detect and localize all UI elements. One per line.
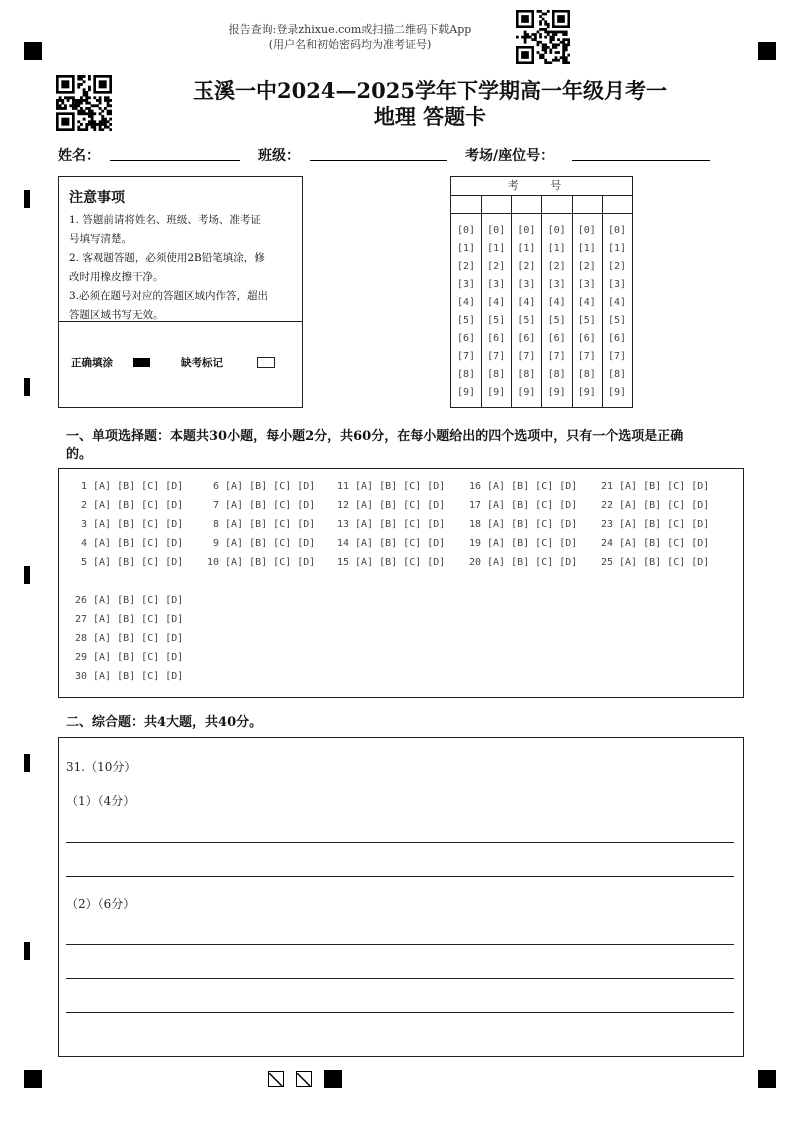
mcq-question-number: 8 <box>212 519 219 530</box>
exam-number-write-cell[interactable] <box>542 195 572 214</box>
mcq-option-bubbles[interactable]: [A] [B] [C] [D] <box>87 633 184 644</box>
exam-number-column <box>542 195 573 407</box>
mcq-question-row[interactable] <box>463 519 577 530</box>
mcq-option-bubbles[interactable]: [A] [B] [C] [D] <box>349 500 446 511</box>
exam-number-write-cell[interactable] <box>451 195 481 214</box>
mcq-question-row[interactable] <box>463 481 577 492</box>
mcq-question-row[interactable] <box>69 633 183 644</box>
mcq-question-row[interactable] <box>595 481 709 492</box>
notice-item: 号填写清楚。 <box>69 233 132 245</box>
mcq-question-number: 27 <box>74 614 87 625</box>
exam-digit-bubble[interactable]: [7] <box>607 351 627 362</box>
timing-mark <box>24 378 30 396</box>
exam-digit-bubble[interactable]: [3] <box>577 279 596 290</box>
exam-digit-bubble[interactable]: [3] <box>487 279 506 290</box>
notice-divider <box>59 321 302 322</box>
exam-digit-bubble[interactable]: [8] <box>456 369 476 380</box>
report-query-line2: (用户名和初始密码均为准考证号) <box>268 38 432 51</box>
q31-label: 31.（10分） <box>66 760 137 774</box>
exam-digit-bubble[interactable]: [0] <box>456 225 476 236</box>
exam-digit-bubble[interactable]: [4] <box>547 297 566 308</box>
mcq-question-row[interactable] <box>69 671 183 682</box>
exam-digit-bubble[interactable]: [5] <box>487 315 506 326</box>
exam-digit-bubble[interactable]: [6] <box>456 333 476 344</box>
mcq-question-row[interactable] <box>69 519 183 530</box>
mcq-question-number: 14 <box>336 538 349 549</box>
exam-digit-bubble[interactable]: [4] <box>607 297 627 308</box>
name-field[interactable] <box>110 160 240 161</box>
qr-code-app <box>516 10 570 64</box>
mcq-question-number: 13 <box>336 519 349 530</box>
section1-heading-line1: 一、单项选择题：本题共30小题，每小题2分，共60分，在每小题给出的四个选项中，只有一个选项是正确 <box>66 429 684 444</box>
exam-digit-bubble[interactable]: [9] <box>487 387 506 398</box>
notice-item: 改时用橡皮擦干净。 <box>69 271 164 283</box>
exam-digit-bubble[interactable]: [6] <box>517 333 536 344</box>
exam-digit-bubble[interactable]: [3] <box>547 279 566 290</box>
exam-digit-bubble[interactable]: [0] <box>547 225 566 236</box>
crossed-box-icon <box>268 1071 284 1087</box>
mcq-question-number: 24 <box>600 538 613 549</box>
mcq-option-bubbles[interactable]: [A] [B] [C] [D] <box>481 500 578 511</box>
exam-digit-bubble[interactable]: [5] <box>577 315 596 326</box>
mcq-question-row[interactable] <box>69 652 183 663</box>
exam-digit-bubble[interactable]: [1] <box>456 243 476 254</box>
mcq-question-number: 5 <box>80 557 87 568</box>
absent-mark-box[interactable] <box>257 357 275 368</box>
mcq-question-number: 29 <box>74 652 87 663</box>
mcq-option-bubbles[interactable]: [A] [B] [C] [D] <box>219 538 316 549</box>
exam-digit-bubble[interactable]: [9] <box>517 387 536 398</box>
timing-mark <box>24 190 30 208</box>
mcq-option-bubbles[interactable]: [A] [B] [C] [D] <box>87 557 184 568</box>
mcq-question-number: 26 <box>74 595 87 606</box>
mcq-question-number: 10 <box>206 557 219 568</box>
exam-number-column <box>451 195 482 407</box>
exam-digit-bubble[interactable]: [8] <box>487 369 506 380</box>
exam-number-title: 考 号 <box>451 177 632 196</box>
exam-digit-bubble[interactable]: [0] <box>517 225 536 236</box>
q31-answer-area <box>58 737 744 1057</box>
mcq-option-bubbles[interactable]: [A] [B] [C] [D] <box>87 519 184 530</box>
mcq-question-row[interactable] <box>331 557 445 568</box>
absent-mark-label: 缺考标记 <box>181 357 223 369</box>
mcq-question-row[interactable] <box>331 538 445 549</box>
mcq-question-number: 9 <box>212 538 219 549</box>
exam-digit-bubble[interactable]: [0] <box>607 225 627 236</box>
mcq-option-bubbles[interactable]: [A] [B] [C] [D] <box>219 481 316 492</box>
exam-digit-bubble[interactable]: [2] <box>456 261 476 272</box>
exam-digit-bubble[interactable]: [6] <box>577 333 596 344</box>
mcq-option-bubbles[interactable]: [A] [B] [C] [D] <box>613 500 710 511</box>
exam-number-column <box>511 195 542 407</box>
exam-digit-bubble[interactable]: [4] <box>456 297 476 308</box>
mcq-option-bubbles[interactable]: [A] [B] [C] [D] <box>613 538 710 549</box>
mcq-question-number: 12 <box>336 500 349 511</box>
correct-fill-label: 正确填涂 <box>71 357 113 369</box>
report-query-note <box>0 22 700 52</box>
section2-heading: 二、综合题：共4大题，共40分。 <box>66 715 263 730</box>
mcq-option-bubbles[interactable]: [A] [B] [C] [D] <box>481 557 578 568</box>
mcq-option-bubbles[interactable]: [A] [B] [C] [D] <box>481 481 578 492</box>
class-label: 班级： <box>258 148 300 164</box>
timing-mark <box>24 754 30 772</box>
mcq-question-number: 30 <box>74 671 87 682</box>
mcq-option-bubbles[interactable]: [A] [B] [C] [D] <box>349 481 446 492</box>
title-line2: 地理 答题卡 <box>373 104 487 129</box>
answer-line[interactable] <box>66 978 734 979</box>
exam-digit-bubble[interactable]: [5] <box>547 315 566 326</box>
mcq-question-number: 7 <box>212 500 219 511</box>
exam-digit-bubble[interactable]: [1] <box>487 243 506 254</box>
answer-line[interactable] <box>66 842 734 843</box>
mcq-question-row[interactable] <box>201 519 315 530</box>
mcq-question-row[interactable] <box>69 538 183 549</box>
exam-digit-bubble[interactable]: [3] <box>456 279 476 290</box>
exam-number-column <box>602 195 632 407</box>
mcq-question-number: 17 <box>468 500 481 511</box>
mcq-question-row[interactable] <box>69 557 183 568</box>
mcq-question-number: 1 <box>80 481 87 492</box>
notice-item: 2. 客观题答题，必须使用2B铅笔填涂，修 <box>69 252 265 264</box>
exam-digit-bubble[interactable]: [7] <box>456 351 476 362</box>
exam-digit-bubble[interactable]: [2] <box>487 261 506 272</box>
notice-item: 1. 答题前请将姓名、班级、考场、准考证 <box>69 214 261 226</box>
mcq-option-bubbles[interactable]: [A] [B] [C] [D] <box>87 500 184 511</box>
exam-digit-bubble[interactable]: [1] <box>517 243 536 254</box>
timing-mark <box>24 566 30 584</box>
page-title <box>120 78 740 130</box>
answer-line[interactable] <box>66 944 734 945</box>
mcq-question-row[interactable] <box>69 481 183 492</box>
mcq-question-number: 16 <box>468 481 481 492</box>
mcq-option-bubbles[interactable]: [A] [B] [C] [D] <box>349 519 446 530</box>
mcq-option-bubbles[interactable]: [A] [B] [C] [D] <box>87 538 184 549</box>
mcq-question-row[interactable] <box>595 500 709 511</box>
exam-digit-bubble[interactable]: [3] <box>607 279 627 290</box>
exam-digit-bubble[interactable]: [2] <box>607 261 627 272</box>
notice-item: 答题区域书写无效。 <box>69 309 164 321</box>
section1-heading <box>66 428 683 464</box>
registration-mark-bottom-left <box>24 1070 42 1088</box>
mcq-option-bubbles[interactable]: [A] [B] [C] [D] <box>481 538 578 549</box>
mcq-question-number: 6 <box>212 481 219 492</box>
mcq-question-row[interactable] <box>201 538 315 549</box>
mcq-question-number: 22 <box>600 500 613 511</box>
mcq-question-number: 21 <box>600 481 613 492</box>
exam-number-write-cell[interactable] <box>511 195 541 214</box>
exam-digit-bubble[interactable]: [8] <box>517 369 536 380</box>
exam-digit-bubble[interactable]: [1] <box>577 243 596 254</box>
crossed-box-icon <box>296 1071 312 1087</box>
mcq-question-number: 20 <box>468 557 481 568</box>
exam-number-write-cell[interactable] <box>572 195 602 214</box>
mcq-question-row[interactable] <box>69 614 183 625</box>
exam-digit-bubble[interactable]: [3] <box>517 279 536 290</box>
correct-fill-sample <box>133 358 150 367</box>
mcq-question-number: 28 <box>74 633 87 644</box>
section1-heading-line2: 的。 <box>66 447 93 462</box>
mcq-question-number: 18 <box>468 519 481 530</box>
mcq-question-number: 3 <box>80 519 87 530</box>
exam-digit-bubble[interactable]: [4] <box>487 297 506 308</box>
exam-digit-bubble[interactable]: [7] <box>487 351 506 362</box>
room-seat-label: 考场/座位号： <box>465 148 555 164</box>
exam-digit-bubble[interactable]: [2] <box>577 261 596 272</box>
timing-mark <box>24 942 30 960</box>
notice-box <box>58 176 303 408</box>
mcq-question-row[interactable] <box>595 538 709 549</box>
registration-mark-bottom-center <box>324 1070 342 1088</box>
mcq-answer-area <box>58 468 744 698</box>
q31-part1-label: （1）（4分） <box>66 794 136 808</box>
mcq-option-bubbles[interactable]: [A] [B] [C] [D] <box>87 595 184 606</box>
mcq-question-row[interactable] <box>69 500 183 511</box>
exam-digit-bubble[interactable]: [4] <box>517 297 536 308</box>
mcq-question-number: 2 <box>80 500 87 511</box>
mcq-option-bubbles[interactable]: [A] [B] [C] [D] <box>481 519 578 530</box>
exam-digit-bubble[interactable]: [6] <box>607 333 627 344</box>
mcq-option-bubbles[interactable]: [A] [B] [C] [D] <box>87 652 184 663</box>
mcq-question-number: 11 <box>336 481 349 492</box>
exam-number-columns <box>451 195 632 407</box>
mcq-question-row[interactable] <box>331 500 445 511</box>
mcq-option-bubbles[interactable]: [A] [B] [C] [D] <box>219 519 316 530</box>
mcq-option-bubbles[interactable]: [A] [B] [C] [D] <box>87 671 184 682</box>
exam-digit-bubble[interactable]: [6] <box>547 333 566 344</box>
q31-part2-label: （2）（6分） <box>66 897 136 911</box>
exam-digit-bubble[interactable]: [9] <box>607 387 627 398</box>
exam-digit-bubble[interactable]: [1] <box>607 243 627 254</box>
exam-digit-bubble[interactable]: [0] <box>577 225 596 236</box>
mcq-question-number: 15 <box>336 557 349 568</box>
mcq-question-row[interactable] <box>201 557 315 568</box>
name-label: 姓名： <box>58 148 100 164</box>
notice-item: 3.必须在题号对应的答题区域内作答，超出 <box>69 290 269 302</box>
exam-number-write-cell[interactable] <box>602 195 632 214</box>
exam-digit-bubble[interactable]: [2] <box>517 261 536 272</box>
mcq-option-bubbles[interactable]: [A] [B] [C] [D] <box>349 538 446 549</box>
exam-digit-bubble[interactable]: [7] <box>517 351 536 362</box>
mcq-question-row[interactable] <box>463 500 577 511</box>
title-line1: 玉溪一中2024—2025学年下学期高一年级月考一 <box>193 78 667 103</box>
report-query-line1: 报告查询:登录zhixue.com或扫描二维码下载App <box>228 23 472 36</box>
mcq-question-number: 23 <box>600 519 613 530</box>
exam-number-column <box>572 195 603 407</box>
exam-digit-bubble[interactable]: [8] <box>577 369 596 380</box>
mcq-question-number: 4 <box>80 538 87 549</box>
exam-digit-bubble[interactable]: [7] <box>577 351 596 362</box>
exam-digit-bubble[interactable]: [9] <box>456 387 476 398</box>
mcq-option-bubbles[interactable]: [A] [B] [C] [D] <box>87 614 184 625</box>
answer-line[interactable] <box>66 876 734 877</box>
exam-digit-bubble[interactable]: [7] <box>547 351 566 362</box>
mcq-question-row[interactable] <box>201 500 315 511</box>
notice-heading: 注意事项 <box>69 190 125 206</box>
mcq-option-bubbles[interactable]: [A] [B] [C] [D] <box>613 481 710 492</box>
mcq-question-row[interactable] <box>201 481 315 492</box>
mcq-option-bubbles[interactable]: [A] [B] [C] [D] <box>613 519 710 530</box>
mcq-question-number: 19 <box>468 538 481 549</box>
exam-number-column <box>481 195 512 407</box>
exam-digit-bubble[interactable]: [8] <box>547 369 566 380</box>
exam-digit-bubble[interactable]: [5] <box>456 315 476 326</box>
exam-digit-bubble[interactable]: [8] <box>607 369 627 380</box>
class-field[interactable] <box>310 160 447 161</box>
exam-digit-bubble[interactable]: [4] <box>577 297 596 308</box>
mcq-question-row[interactable] <box>463 557 577 568</box>
exam-digit-bubble[interactable]: [9] <box>547 387 566 398</box>
mcq-option-bubbles[interactable]: [A] [B] [C] [D] <box>613 557 710 568</box>
registration-mark-bottom-right <box>758 1070 776 1088</box>
mcq-option-bubbles[interactable]: [A] [B] [C] [D] <box>349 557 446 568</box>
registration-mark-top-right <box>758 42 776 60</box>
mcq-option-bubbles[interactable]: [A] [B] [C] [D] <box>219 500 316 511</box>
mcq-question-row[interactable] <box>331 481 445 492</box>
mcq-option-bubbles[interactable]: [A] [B] [C] [D] <box>219 557 316 568</box>
mcq-question-row[interactable] <box>595 557 709 568</box>
exam-number-write-cell[interactable] <box>481 195 511 214</box>
exam-number-grid <box>450 176 633 408</box>
mcq-question-row[interactable] <box>463 538 577 549</box>
answer-line[interactable] <box>66 1012 734 1013</box>
exam-digit-bubble[interactable]: [2] <box>547 261 566 272</box>
qr-code-student <box>56 75 112 131</box>
mcq-question-number: 25 <box>600 557 613 568</box>
exam-digit-bubble[interactable]: [5] <box>607 315 627 326</box>
mcq-question-row[interactable] <box>69 595 183 606</box>
mcq-question-row[interactable] <box>331 519 445 530</box>
exam-digit-bubble[interactable]: [9] <box>577 387 596 398</box>
exam-digit-bubble[interactable]: [6] <box>487 333 506 344</box>
mcq-option-bubbles[interactable]: [A] [B] [C] [D] <box>87 481 184 492</box>
room-seat-field[interactable] <box>572 160 710 161</box>
exam-digit-bubble[interactable]: [1] <box>547 243 566 254</box>
exam-digit-bubble[interactable]: [0] <box>487 225 506 236</box>
exam-digit-bubble[interactable]: [5] <box>517 315 536 326</box>
mcq-question-row[interactable] <box>595 519 709 530</box>
